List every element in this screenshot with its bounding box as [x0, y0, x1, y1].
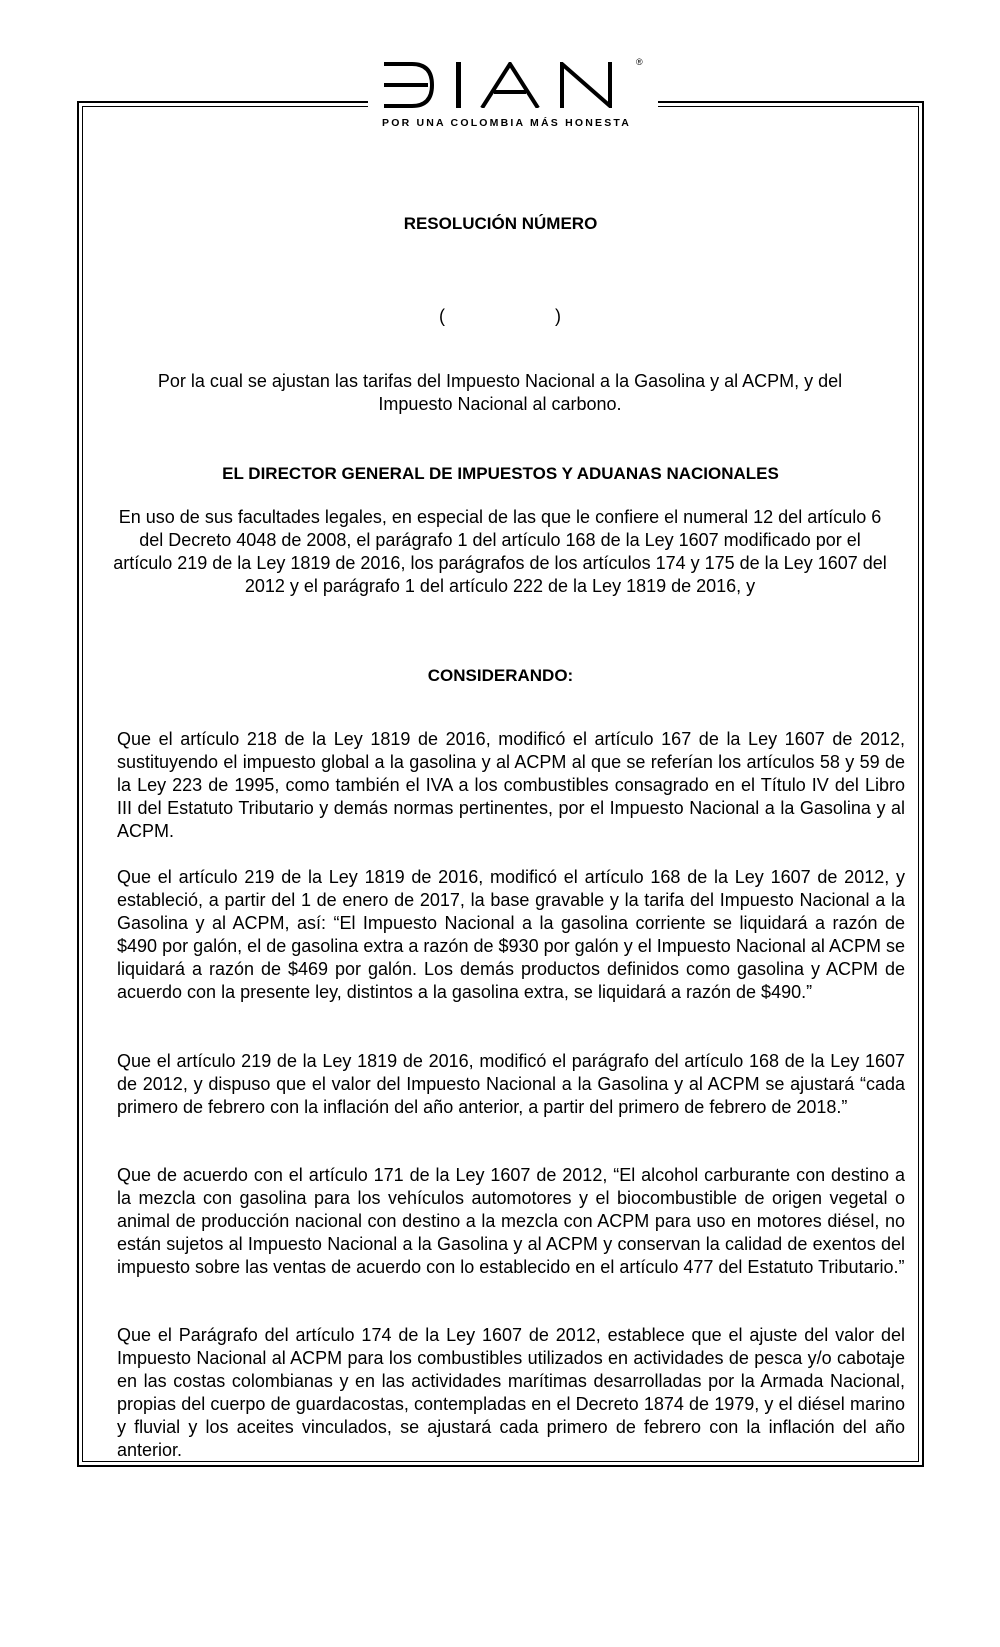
- dian-logo: [368, 54, 658, 134]
- considerando-heading: CONSIDERANDO:: [427, 666, 574, 685]
- dian-wordmark-icon: [382, 62, 632, 108]
- considerando-paragraph-2: Que el artículo 219 de la Ley 1819 de 2016, modificó el artículo 168 de la Ley 1607 de 2012, y estableció, a partir del 1 de enero de 2017, la base gravable y la tarifa del Impuesto Nacional a la Gasolina y al ACPM, así: “El Impuesto Nacional a la gasolina corriente se liquidará a razón de $490 por galón, el de gasolina extra a razón de $930 por galón y el Impuesto Nacional al ACPM se liquidará a razón de $469 por galón. Los demás productos definidos como gasolina y ACPM de acuerdo con la presente ley, distintos a la gasolina extra, se liquidará a razón de $490.”: [117, 867, 905, 1002]
- close-paren: ): [555, 306, 562, 326]
- considerando-paragraph-1: Que el artículo 218 de la Ley 1819 de 2016, modificó el artículo 167 de la Ley 1607 de 2012, sustituyendo el impuesto global a la gasolina y al ACPM al que se referían los artículos 58 y 59 de la Ley 223 de 1995, como también el IVA a los combustibles consagrado en el Título IV del Libro III del Estatuto Tributario y demás normas pertinentes, por el Impuesto Nacional a la Gasolina y al ACPM.: [117, 729, 905, 841]
- resolution-subtitle: Por la cual se ajustan las tarifas del Impuesto Nacional a la Gasolina y al ACPM, y del Impuesto Nacional al carbono.: [157, 371, 843, 414]
- registered-mark: ®: [636, 57, 643, 67]
- resolution-number-blank: [0, 305, 1000, 328]
- considerando-paragraph-5: Que el Parágrafo del artículo 174 de la Ley 1607 de 2012, establece que el ajuste del valor del Impuesto Nacional al ACPM para los combustibles utilizados en actividades de pesca y/o cabotaje en las costas colombianas y en las actividades marítimas desarrolladas por la Armada Nacional, propias del cuerpo de guardacostas, contempladas en el Decreto 1874 de 1979, y el diésel marino y fluvial y los aceites vinculados, se ajustará cada primero de febrero con la inflación del año anterior.: [117, 1325, 905, 1460]
- logo-tagline: POR UNA COLOMBIA MÁS HONESTA: [382, 117, 632, 129]
- resolution-title: RESOLUCIÓN NÚMERO: [403, 214, 598, 233]
- open-paren: (: [438, 306, 445, 326]
- considerando-paragraph-4: Que de acuerdo con el artículo 171 de la Ley 1607 de 2012, “El alcohol carburante con destino a la mezcla con gasolina para los vehículos automotores y el biocombustible de origen vegetal o animal de producción nacional con destino a la mezcla con ACPM para uso en motores diésel, no están sujetos al Impuesto Nacional a la Gasolina y al ACPM y conservan la calidad de exentos del impuesto sobre las ventas de acuerdo con lo establecido en el artículo 477 del Estatuto Tributario.”: [117, 1165, 905, 1277]
- considerando-paragraph-3: Que el artículo 219 de la Ley 1819 de 2016, modificó el parágrafo del artículo 168 de la Ley 1607 de 2012, y dispuso que el valor del Impuesto Nacional a la Gasolina y al ACPM se ajustará “cada primero de febrero con la inflación del año anterior, a partir del primero de febrero de 2018.”: [117, 1051, 905, 1117]
- issuer-heading: EL DIRECTOR GENERAL DE IMPUESTOS Y ADUANAS NACIONALES: [222, 464, 779, 483]
- legal-powers-paragraph: En uso de sus facultades legales, en especial de las que le confiere el numeral 12 del artículo 6 del Decreto 4048 de 2008, el parágrafo 1 del artículo 168 de la Ley 1607 modificado por el artículo 219 de la Ley 1819 de 2016, los parágrafos de los artículos 174 y 175 de la Ley 1607 del 2012 y el parágrafo 1 del artículo 222 de la Ley 1819 de 2016, y: [113, 507, 887, 596]
